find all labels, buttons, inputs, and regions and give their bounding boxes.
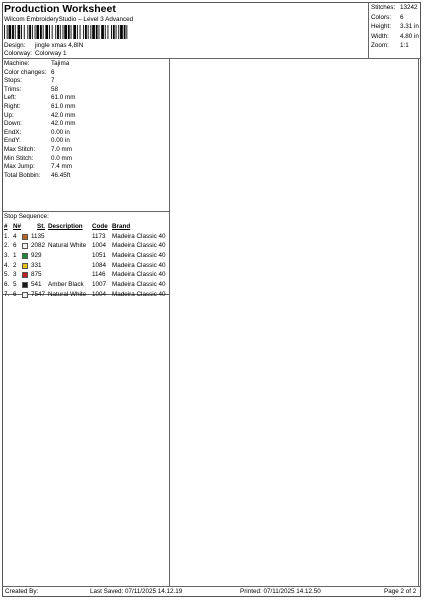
barcode-bar <box>35 25 36 39</box>
barcode-bar <box>12 25 14 39</box>
row-number: 3. <box>4 252 10 260</box>
barcode-bar <box>83 25 84 39</box>
left-panel-divider <box>169 58 170 586</box>
design-value: jingle xmas 4,8IN <box>35 42 84 49</box>
color-swatch <box>22 253 28 259</box>
stat-value: 13242 <box>400 4 418 11</box>
machine-value: 7.0 mm <box>51 145 72 153</box>
barcode-bar <box>108 25 109 39</box>
machine-row <box>4 129 164 138</box>
footer-page-number: Page 2 of 2 <box>384 588 417 595</box>
machine-row <box>4 60 164 69</box>
barcode-bar <box>77 25 78 39</box>
row-stitches: 875 <box>31 271 42 279</box>
right-panel-divider <box>418 58 419 586</box>
color-swatch <box>22 243 28 249</box>
barcode-bar <box>15 25 16 39</box>
stat-value: 6 <box>400 13 404 21</box>
machine-label: Min Stitch: <box>4 154 34 162</box>
stat-row <box>371 13 420 23</box>
barcode-bar <box>85 25 87 39</box>
row-code: 1146 <box>92 271 106 279</box>
colorway-label: Colorway: <box>4 50 32 57</box>
barcode-bar <box>63 25 64 39</box>
barcode-bar <box>21 25 22 39</box>
machine-value: 7 <box>51 77 55 85</box>
machine-label: Total Bobbin: <box>4 171 41 179</box>
machine-label: Trims: <box>4 85 22 93</box>
row-brand: Madeira Classic 40 <box>112 232 166 240</box>
barcode-bar <box>101 25 104 39</box>
machine-label: Max Stitch: <box>4 145 36 153</box>
machine-label: Stops: <box>4 77 22 85</box>
row-needle: 1 <box>13 252 17 260</box>
barcode-bar <box>92 25 95 39</box>
barcode-bar <box>71 25 72 39</box>
row-number: 6. <box>4 281 10 289</box>
machine-row <box>4 103 164 112</box>
design-row <box>4 42 83 49</box>
machine-row <box>4 137 164 146</box>
row-description: Natural White <box>48 290 87 298</box>
page-title: Production Worksheet <box>4 3 116 15</box>
machine-value: 61.0 mm <box>51 102 76 110</box>
row-number: 2. <box>4 242 10 250</box>
stat-label: Stitches: <box>371 4 396 11</box>
barcode-bar <box>57 25 59 39</box>
row-stitches: 331 <box>31 261 42 269</box>
barcode-bar <box>73 25 76 39</box>
header-divider <box>2 58 421 59</box>
barcode-bar <box>113 25 115 39</box>
row-needle: 6 <box>13 242 17 250</box>
col-code: Code <box>92 223 108 230</box>
machine-value: 42.0 mm <box>51 111 76 119</box>
row-brand: Madeira Classic 40 <box>112 261 166 269</box>
row-stitches: 7547 <box>31 290 46 298</box>
color-swatch <box>22 272 28 278</box>
footer-printed: Printed: 07/11/2025 14.12.50 <box>240 588 321 595</box>
design-label: Design: <box>4 42 26 49</box>
barcode-bar <box>36 25 39 39</box>
table-row <box>4 241 169 251</box>
barcode-bar <box>120 25 123 39</box>
machine-value: 61.0 mm <box>51 94 76 102</box>
machine-row <box>4 155 164 164</box>
machine-label: Machine: <box>4 60 30 67</box>
barcode-bar <box>116 25 117 39</box>
color-swatch <box>22 292 28 298</box>
stat-value: 1:1 <box>400 42 409 50</box>
barcode-bar <box>52 25 53 39</box>
machine-row <box>4 163 164 172</box>
row-code: 1004 <box>92 242 107 250</box>
barcode-bar <box>45 25 48 39</box>
barcode-bar <box>88 25 89 39</box>
machine-label: Max Jump: <box>4 163 35 171</box>
row-code: 1173 <box>92 232 106 240</box>
stat-value: 4.80 in <box>400 32 419 40</box>
machine-label: Down: <box>4 120 22 128</box>
barcode-bar <box>4 25 5 39</box>
machine-row <box>4 112 164 121</box>
machine-label: EndX: <box>4 128 22 136</box>
machine-row <box>4 120 164 129</box>
barcode-bar <box>64 25 67 39</box>
barcode-bar <box>126 25 127 39</box>
stat-row <box>371 41 420 51</box>
machine-details <box>4 60 164 180</box>
table-row <box>4 261 169 271</box>
row-stitches: 2082 <box>31 242 46 250</box>
table-row <box>4 270 169 280</box>
row-stitches: 1135 <box>31 232 45 240</box>
barcode-bar <box>99 25 100 39</box>
stat-label: Width: <box>371 32 389 40</box>
table-header <box>4 222 169 232</box>
row-needle: 3 <box>13 271 17 279</box>
col-needle: N# <box>13 223 22 230</box>
row-stitches: 541 <box>31 281 42 289</box>
table-row <box>4 232 169 242</box>
row-number: 1. <box>4 232 10 240</box>
row-brand: Madeira Classic 40 <box>112 242 166 250</box>
col-description: Description <box>48 223 83 230</box>
row-needle: 5 <box>13 281 17 289</box>
row-brand: Madeira Classic 40 <box>112 290 166 298</box>
barcode-image <box>4 25 132 39</box>
machine-row <box>4 77 164 86</box>
barcode-bar <box>60 25 61 39</box>
row-number: 5. <box>4 271 10 279</box>
stop-sequence-table <box>4 222 169 300</box>
machine-value: 0.00 in <box>51 137 70 145</box>
row-stitches: 929 <box>31 252 42 260</box>
machine-value: 58 <box>51 85 59 93</box>
row-code: 1004 <box>92 290 107 298</box>
machine-label: Right: <box>4 102 21 110</box>
machine-value: 0.00 in <box>51 128 70 136</box>
row-code: 1007 <box>92 281 107 289</box>
row-description: Amber Black <box>48 281 84 289</box>
barcode-bar <box>29 25 31 39</box>
footer-last-saved: Last Saved: 07/11/2025 14.12.19 <box>90 588 183 595</box>
color-swatch <box>22 282 28 288</box>
barcode-bar <box>7 25 8 39</box>
colorway-value: Colorway 1 <box>35 50 67 57</box>
stat-row <box>371 3 420 13</box>
footer-divider <box>2 586 421 587</box>
stat-row <box>371 22 420 32</box>
machine-label: Up: <box>4 111 14 119</box>
stat-row <box>371 32 420 42</box>
col-brand: Brand <box>112 223 131 230</box>
barcode-bar <box>27 25 28 39</box>
barcode-bar <box>96 25 98 39</box>
row-code: 1051 <box>92 252 107 260</box>
row-brand: Madeira Classic 40 <box>112 281 166 289</box>
row-code: 1084 <box>92 261 107 269</box>
stat-label: Colors: <box>371 13 391 21</box>
barcode-bar <box>18 25 21 39</box>
barcode-bar <box>80 25 81 39</box>
machine-row <box>4 86 164 95</box>
machine-label: Left: <box>4 94 17 102</box>
color-swatch <box>22 234 28 240</box>
stat-label: Height: <box>371 23 391 31</box>
col-num: # <box>4 223 8 230</box>
stop-sequence-title: Stop Sequence: <box>4 213 49 220</box>
machine-row <box>4 69 164 78</box>
machine-value: Tajima <box>51 60 70 67</box>
row-brand: Madeira Classic 40 <box>112 271 166 279</box>
color-swatch <box>22 263 28 269</box>
machine-box-bottom <box>2 211 170 212</box>
row-number: 7. <box>4 290 10 298</box>
machine-value: 0.0 mm <box>51 154 72 162</box>
machine-value: 42.0 mm <box>51 120 76 128</box>
barcode-bar <box>24 25 25 39</box>
barcode-bar <box>9 25 12 39</box>
barcode-bar <box>90 25 91 39</box>
table-row <box>4 290 169 300</box>
barcode-bar <box>55 25 56 39</box>
barcode-bar <box>43 25 44 39</box>
machine-row <box>4 172 164 181</box>
machine-label: EndY: <box>4 137 21 145</box>
barcode-bar <box>40 25 42 39</box>
row-description: Natural White <box>48 242 87 250</box>
barcode-bar <box>124 25 126 39</box>
barcode-bar <box>118 25 119 39</box>
stat-label: Zoom: <box>371 42 389 50</box>
machine-label: Color changes: <box>4 68 47 76</box>
machine-value: 6 <box>51 68 55 76</box>
table-row <box>4 280 169 290</box>
machine-row <box>4 146 164 155</box>
row-needle: 6 <box>13 290 17 298</box>
table-row <box>4 251 169 261</box>
machine-row <box>4 94 164 103</box>
barcode-bar <box>105 25 106 39</box>
barcode-bar <box>49 25 50 39</box>
footer-created-by: Created By: <box>5 588 39 595</box>
row-needle: 2 <box>13 261 17 269</box>
row-needle: 4 <box>13 232 17 240</box>
barcode-bar <box>68 25 70 39</box>
barcode-bar <box>32 25 33 39</box>
header-stats-divider <box>368 2 369 58</box>
machine-value: 7.4 mm <box>51 163 72 171</box>
stat-value: 3.31 in <box>400 23 419 31</box>
row-brand: Madeira Classic 40 <box>112 252 166 260</box>
colorway-row <box>4 50 67 57</box>
row-number: 4. <box>4 261 10 269</box>
col-stitches: St. <box>37 223 46 230</box>
machine-value: 46.45ft <box>51 171 71 179</box>
design-stats <box>371 3 420 51</box>
software-subtitle: Wilcom EmbroideryStudio – Level 3 Advanced <box>4 16 134 23</box>
barcode-bar <box>111 25 112 39</box>
